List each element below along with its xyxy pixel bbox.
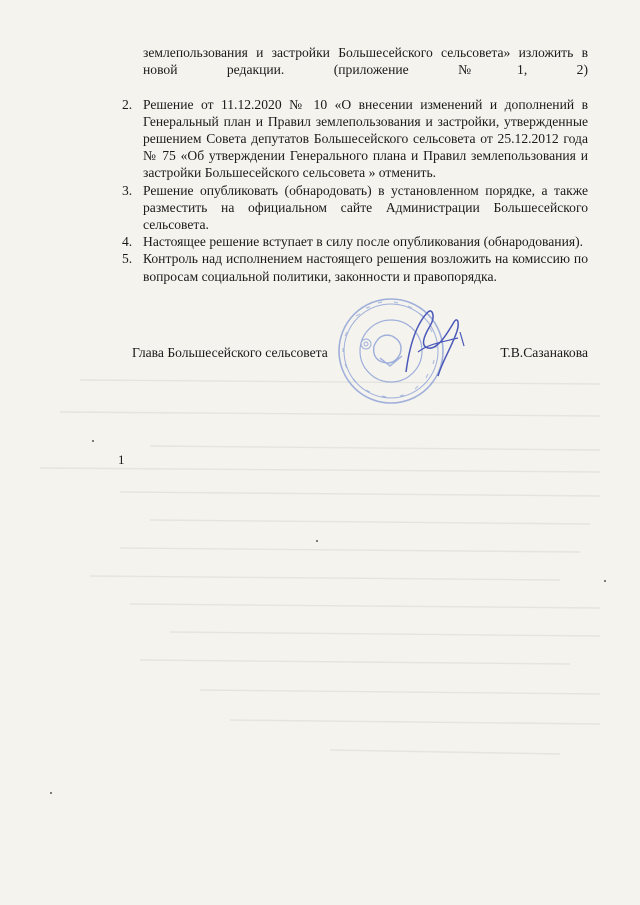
list-item bbox=[122, 250, 588, 284]
item-text: Настоящее решение вступает в силу после опубликования (обнародования). bbox=[143, 234, 584, 250]
speck bbox=[50, 792, 52, 794]
handwritten-signature bbox=[398, 302, 468, 380]
signatory-position: Глава Большесейского сельсовета bbox=[132, 345, 328, 360]
page-number: 1 bbox=[118, 452, 125, 467]
speck bbox=[92, 440, 94, 442]
list-item bbox=[122, 233, 588, 250]
item-text: Контроль над исполнением настоящего решения возложить на комиссию по вопросам социальной политики, законности и правопорядка. bbox=[143, 251, 588, 284]
signatory-name: Т.В.Сазанакова bbox=[500, 345, 588, 360]
decision-text bbox=[122, 44, 588, 285]
item-text: Решение от 11.12.2020 № 10 «О внесении изменений и дополнений в Генеральный план и Правил землепользования и застройки, утвержденные решением Совета депутатов Большесейского сельсовета от 25.12.2012 года № 75 «Об утверждении Генерального плана и Правил землепользования и застройки Большесейского сельсовета » отменить. bbox=[143, 96, 588, 181]
speck bbox=[316, 540, 318, 542]
item-number: 5. bbox=[122, 251, 133, 267]
item-number: 4. bbox=[122, 234, 133, 250]
list-item bbox=[122, 182, 588, 234]
item-number: 3. bbox=[122, 182, 133, 198]
item-text: Решение опубликовать (обнародовать) в установленном порядке, а также разместить на официальном сайте Администрации Большесейского сельсовета. bbox=[143, 182, 588, 233]
continuation-paragraph: землепользования и застройки Большесейского сельсовета» изложить в новой редакции. (приложение №1, 2) bbox=[143, 45, 588, 78]
list-item bbox=[122, 96, 588, 182]
item-number: 2. bbox=[122, 96, 133, 112]
speck bbox=[604, 580, 606, 582]
